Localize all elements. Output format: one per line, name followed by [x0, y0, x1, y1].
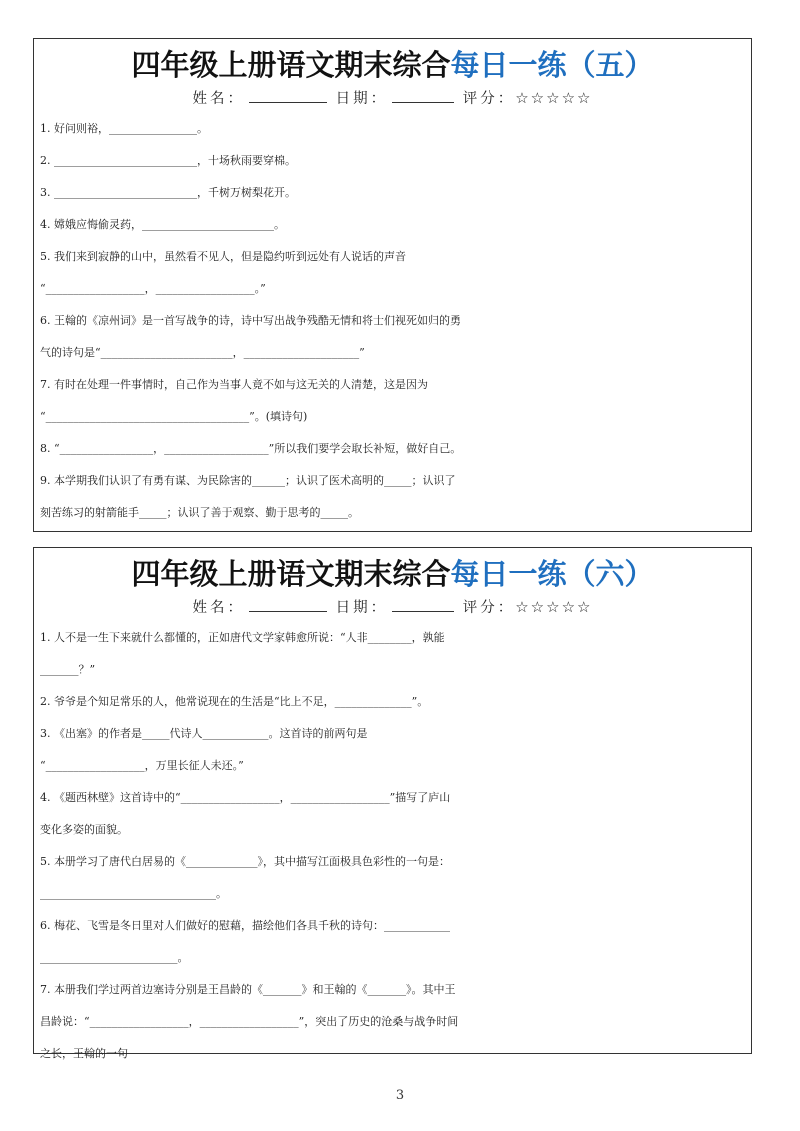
- question-line: 3. __________________________，千树万树梨花开。: [40, 186, 296, 199]
- title-highlight: 每日一练（五）: [450, 48, 654, 82]
- question-line: _________________________。: [40, 951, 189, 964]
- title-highlight: 每日一练（六）: [450, 557, 654, 591]
- date-label: 日期：: [335, 91, 389, 107]
- date-label: 日期：: [335, 600, 389, 616]
- rating-stars[interactable]: ☆☆☆☆☆: [515, 89, 593, 107]
- question-line: 昌龄说：“__________________，__________________”，突出了历史的沧桑与战争时间: [40, 1015, 459, 1028]
- date-field[interactable]: [392, 88, 454, 103]
- page-number: 3: [395, 1088, 405, 1103]
- question-line: 1. 人不是一生下来就什么都懂的，正如唐代文学家韩愈所说：“人非________，孰能: [40, 631, 445, 644]
- question-line: 9. 本学期我们认识了有勇有谋、为民除害的______；认识了医术高明的_____；认识了: [40, 474, 456, 487]
- student-info-row: [34, 597, 751, 618]
- question-line: “_____________________________________”。(填诗句): [40, 410, 308, 423]
- worksheet-6: [33, 547, 752, 1060]
- question-line: 刻苦练习的射箭能手_____；认识了善于观察、勤于思考的_____。: [40, 506, 359, 519]
- question-line: 5. 我们来到寂静的山中，虽然看不见人，但是隐约听到远处有人说话的声音: [40, 250, 406, 263]
- name-field[interactable]: [249, 88, 327, 103]
- question-line: 变化多姿的面貌。: [40, 823, 128, 836]
- question-line: 6. 梅花、飞雪是冬日里对人们做好的慰藉，描绘他们各具千秋的诗句：____________: [40, 919, 450, 932]
- score-label: 评分：: [462, 600, 516, 616]
- question-line: _______？”: [40, 663, 96, 676]
- question-line: 7. 有时在处理一件事情时，自己作为当事人竟不如与这无关的人清楚，这是因为: [40, 378, 428, 391]
- worksheet-title: [34, 552, 751, 596]
- question-line: ________________________________。: [40, 887, 227, 900]
- question-list: [40, 113, 746, 529]
- question-line: 4. 《题西林壁》这首诗中的“__________________，__________________”描写了庐山: [40, 791, 451, 804]
- question-line: 5. 本册学习了唐代白居易的《_____________》，其中描写江面极具色彩性的一句是：: [40, 855, 450, 868]
- title-main: 四年级上册语文期末综合: [131, 557, 451, 591]
- question-line: 4. 嫦娥应悔偷灵药，________________________。: [40, 218, 285, 231]
- name-label: 姓名：: [192, 91, 246, 107]
- question-line: 7. 本册我们学过两首边塞诗分别是王昌龄的《_______》和王翰的《_______》。其中王: [40, 983, 456, 996]
- question-list: [40, 622, 746, 1070]
- worksheet-title: [34, 43, 751, 87]
- question-line: “__________________，万里长征人未还。”: [40, 759, 244, 772]
- name-label: 姓名：: [192, 600, 246, 616]
- question-line: 1. 好问则裕，________________。: [40, 122, 208, 135]
- question-line: “__________________，__________________。”: [40, 282, 266, 295]
- rating-stars[interactable]: ☆☆☆☆☆: [515, 598, 593, 616]
- title-main: 四年级上册语文期末综合: [131, 48, 451, 82]
- question-line: 6. 王翰的《凉州词》是一首写战争的诗，诗中写出战争残酷无情和将士们视死如归的勇: [40, 314, 461, 327]
- name-field[interactable]: [249, 597, 327, 612]
- question-line: 2. __________________________，十场秋雨要穿棉。: [40, 154, 296, 167]
- question-line: 之长，王翰的一句: [40, 1047, 128, 1060]
- question-line: 3. 《出塞》的作者是_____代诗人____________。这首诗的前两句是: [40, 727, 368, 740]
- question-line: 8. “_________________，___________________”所以我们要学会取长补短，做好自己。: [40, 442, 462, 455]
- question-line: 2. 爷爷是个知足常乐的人，他常说现在的生活是“比上不足，______________”。: [40, 695, 429, 708]
- worksheet-5: [33, 38, 752, 532]
- score-label: 评分：: [462, 91, 516, 107]
- student-info-row: [34, 88, 751, 109]
- question-line: 气的诗句是“________________________，_____________________”: [40, 346, 365, 359]
- date-field[interactable]: [392, 597, 454, 612]
